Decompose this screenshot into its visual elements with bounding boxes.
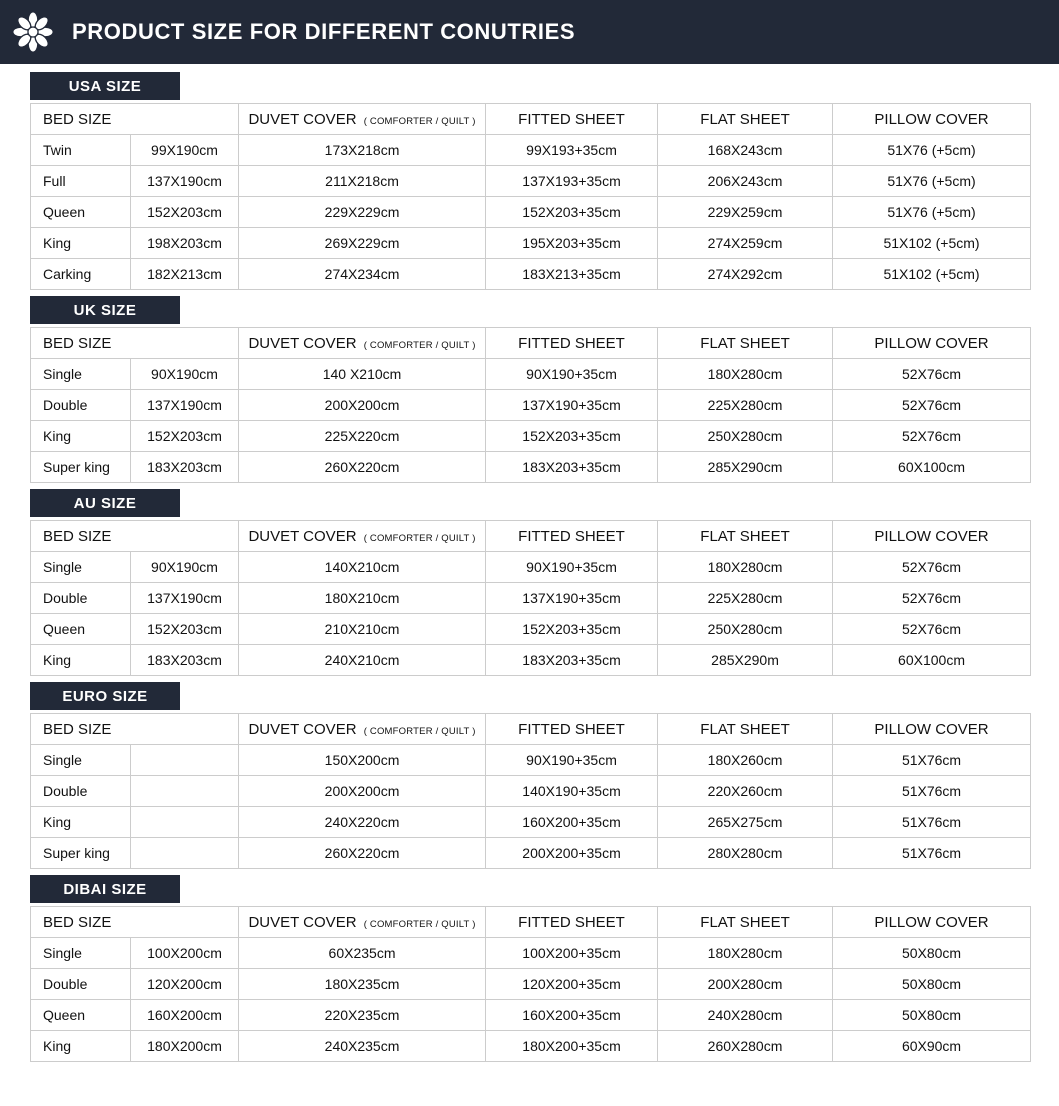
cell-flat-sheet: 180X280cm xyxy=(658,552,833,583)
col-header-bed-size: BED SIZE xyxy=(31,521,239,552)
cell-bed-dimension: 160X200cm xyxy=(131,1000,239,1031)
cell-flat-sheet: 274X292cm xyxy=(658,259,833,290)
cell-bed-name: Queen xyxy=(31,197,131,228)
cell-pillow-cover: 51X76 (+5cm) xyxy=(833,135,1031,166)
cell-bed-name: Twin xyxy=(31,135,131,166)
cell-bed-name: King xyxy=(31,807,131,838)
section-tab xyxy=(30,72,180,100)
table-row xyxy=(31,1031,1031,1062)
section-tab-label: USA SIZE xyxy=(68,77,142,95)
cell-duvet-cover: 225X220cm xyxy=(239,421,486,452)
cell-flat-sheet: 240X280cm xyxy=(658,1000,833,1031)
cell-pillow-cover: 50X80cm xyxy=(833,969,1031,1000)
table-row xyxy=(31,197,1031,228)
col-header-duvet-cover xyxy=(239,907,486,938)
section-tab xyxy=(30,296,180,324)
table-row xyxy=(31,776,1031,807)
cell-flat-sheet: 180X280cm xyxy=(658,359,833,390)
duvet-cover-note: ( COMFORTER / QUILT ) xyxy=(363,115,476,127)
duvet-cover-label: DUVET COVER xyxy=(248,913,361,931)
table-row xyxy=(31,166,1031,197)
cell-bed-dimension: 182X213cm xyxy=(131,259,239,290)
cell-bed-name: Carking xyxy=(31,259,131,290)
cell-bed-dimension: 137X190cm xyxy=(131,166,239,197)
cell-bed-dimension: 99X190cm xyxy=(131,135,239,166)
section-tab xyxy=(30,875,180,903)
flower-logo-icon xyxy=(10,9,56,55)
table-header-row xyxy=(31,714,1031,745)
cell-bed-name: Double xyxy=(31,583,131,614)
cell-bed-name: Queen xyxy=(31,614,131,645)
cell-bed-dimension: 100X200cm xyxy=(131,938,239,969)
cell-fitted-sheet: 200X200+35cm xyxy=(486,838,658,869)
table-row xyxy=(31,838,1031,869)
cell-fitted-sheet: 137X193+35cm xyxy=(486,166,658,197)
duvet-cover-note: ( COMFORTER / QUILT ) xyxy=(363,725,476,737)
cell-fitted-sheet: 100X200+35cm xyxy=(486,938,658,969)
cell-fitted-sheet: 195X203+35cm xyxy=(486,228,658,259)
cell-flat-sheet: 274X259cm xyxy=(658,228,833,259)
cell-bed-dimension: 90X190cm xyxy=(131,359,239,390)
cell-fitted-sheet: 120X200+35cm xyxy=(486,969,658,1000)
cell-bed-name: Single xyxy=(31,938,131,969)
col-header-flat-sheet: FLAT SHEET xyxy=(658,907,833,938)
col-header-bed-size: BED SIZE xyxy=(31,328,239,359)
table-row xyxy=(31,745,1031,776)
cell-pillow-cover: 51X102 (+5cm) xyxy=(833,259,1031,290)
col-header-pillow-cover: PILLOW COVER xyxy=(833,907,1031,938)
cell-flat-sheet: 200X280cm xyxy=(658,969,833,1000)
cell-flat-sheet: 250X280cm xyxy=(658,614,833,645)
table-row xyxy=(31,452,1031,483)
cell-bed-name: Queen xyxy=(31,1000,131,1031)
duvet-cover-label: DUVET COVER xyxy=(248,527,361,545)
cell-bed-name: Super king xyxy=(31,838,131,869)
section-tab-label: AU SIZE xyxy=(73,494,137,512)
cell-bed-dimension: 183X203cm xyxy=(131,452,239,483)
cell-duvet-cover: 150X200cm xyxy=(239,745,486,776)
cell-flat-sheet: 280X280cm xyxy=(658,838,833,869)
cell-duvet-cover: 260X220cm xyxy=(239,452,486,483)
cell-fitted-sheet: 137X190+35cm xyxy=(486,583,658,614)
page-title: PRODUCT SIZE FOR DIFFERENT CONUTRIES xyxy=(72,19,576,44)
duvet-cover-label: DUVET COVER xyxy=(248,110,361,128)
cell-bed-name: King xyxy=(31,645,131,676)
cell-bed-dimension: 90X190cm xyxy=(131,552,239,583)
size-table xyxy=(30,520,1031,676)
cell-pillow-cover: 60X90cm xyxy=(833,1031,1031,1062)
col-header-duvet-cover xyxy=(239,328,486,359)
cell-duvet-cover: 240X220cm xyxy=(239,807,486,838)
cell-bed-dimension: 137X190cm xyxy=(131,583,239,614)
col-header-flat-sheet: FLAT SHEET xyxy=(658,521,833,552)
table-body xyxy=(31,552,1031,676)
col-header-fitted-sheet: FITTED SHEET xyxy=(486,907,658,938)
table-body xyxy=(31,359,1031,483)
cell-flat-sheet: 260X280cm xyxy=(658,1031,833,1062)
cell-fitted-sheet: 152X203+35cm xyxy=(486,614,658,645)
cell-bed-dimension: 180X200cm xyxy=(131,1031,239,1062)
duvet-cover-note: ( COMFORTER / QUILT ) xyxy=(363,532,476,544)
table-header-row xyxy=(31,521,1031,552)
cell-flat-sheet: 265X275cm xyxy=(658,807,833,838)
cell-flat-sheet: 225X280cm xyxy=(658,390,833,421)
size-table xyxy=(30,327,1031,483)
size-table xyxy=(30,906,1031,1062)
cell-fitted-sheet: 152X203+35cm xyxy=(486,197,658,228)
cell-duvet-cover: 180X235cm xyxy=(239,969,486,1000)
section-tab xyxy=(30,682,180,710)
cell-pillow-cover: 52X76cm xyxy=(833,421,1031,452)
table-row xyxy=(31,807,1031,838)
cell-bed-dimension: 152X203cm xyxy=(131,197,239,228)
cell-flat-sheet: 206X243cm xyxy=(658,166,833,197)
col-header-pillow-cover: PILLOW COVER xyxy=(833,104,1031,135)
duvet-cover-label: DUVET COVER xyxy=(248,720,361,738)
table-row xyxy=(31,614,1031,645)
table-body xyxy=(31,938,1031,1062)
col-header-fitted-sheet: FITTED SHEET xyxy=(486,328,658,359)
cell-duvet-cover: 200X200cm xyxy=(239,776,486,807)
cell-duvet-cover: 229X229cm xyxy=(239,197,486,228)
cell-flat-sheet: 229X259cm xyxy=(658,197,833,228)
size-section xyxy=(30,72,1030,290)
table-header-row xyxy=(31,328,1031,359)
cell-duvet-cover: 220X235cm xyxy=(239,1000,486,1031)
cell-bed-dimension xyxy=(131,745,239,776)
col-header-fitted-sheet: FITTED SHEET xyxy=(486,714,658,745)
col-header-bed-size: BED SIZE xyxy=(31,104,239,135)
cell-duvet-cover: 260X220cm xyxy=(239,838,486,869)
cell-pillow-cover: 52X76cm xyxy=(833,359,1031,390)
duvet-cover-label: DUVET COVER xyxy=(248,334,361,352)
cell-duvet-cover: 140X210cm xyxy=(239,552,486,583)
cell-pillow-cover: 52X76cm xyxy=(833,390,1031,421)
size-section xyxy=(30,875,1030,1062)
cell-bed-dimension: 137X190cm xyxy=(131,390,239,421)
size-section xyxy=(30,489,1030,676)
cell-bed-name: Single xyxy=(31,552,131,583)
cell-pillow-cover: 50X80cm xyxy=(833,1000,1031,1031)
table-row xyxy=(31,359,1031,390)
cell-duvet-cover: 180X210cm xyxy=(239,583,486,614)
cell-fitted-sheet: 140X190+35cm xyxy=(486,776,658,807)
cell-fitted-sheet: 137X190+35cm xyxy=(486,390,658,421)
cell-flat-sheet: 220X260cm xyxy=(658,776,833,807)
table-header-row xyxy=(31,104,1031,135)
cell-fitted-sheet: 160X200+35cm xyxy=(486,807,658,838)
duvet-cover-note: ( COMFORTER / QUILT ) xyxy=(363,339,476,351)
cell-bed-dimension xyxy=(131,838,239,869)
cell-bed-name: King xyxy=(31,1031,131,1062)
cell-duvet-cover: 211X218cm xyxy=(239,166,486,197)
cell-pillow-cover: 60X100cm xyxy=(833,645,1031,676)
col-header-pillow-cover: PILLOW COVER xyxy=(833,714,1031,745)
section-tab-label: EURO SIZE xyxy=(62,687,148,705)
cell-bed-dimension: 198X203cm xyxy=(131,228,239,259)
cell-bed-name: Super king xyxy=(31,452,131,483)
size-section xyxy=(30,296,1030,483)
cell-pillow-cover: 52X76cm xyxy=(833,552,1031,583)
cell-fitted-sheet: 99X193+35cm xyxy=(486,135,658,166)
cell-fitted-sheet: 90X190+35cm xyxy=(486,359,658,390)
cell-duvet-cover: 210X210cm xyxy=(239,614,486,645)
table-row xyxy=(31,135,1031,166)
cell-bed-dimension xyxy=(131,776,239,807)
cell-bed-dimension: 152X203cm xyxy=(131,614,239,645)
size-tables xyxy=(0,64,1059,1084)
col-header-pillow-cover: PILLOW COVER xyxy=(833,521,1031,552)
cell-duvet-cover: 269X229cm xyxy=(239,228,486,259)
cell-duvet-cover: 240X235cm xyxy=(239,1031,486,1062)
cell-fitted-sheet: 90X190+35cm xyxy=(486,552,658,583)
table-row xyxy=(31,421,1031,452)
cell-bed-dimension: 183X203cm xyxy=(131,645,239,676)
size-table xyxy=(30,713,1031,869)
col-header-duvet-cover xyxy=(239,104,486,135)
cell-bed-name: Single xyxy=(31,745,131,776)
table-body xyxy=(31,135,1031,290)
table-row xyxy=(31,259,1031,290)
table-row xyxy=(31,1000,1031,1031)
cell-pillow-cover: 51X102 (+5cm) xyxy=(833,228,1031,259)
section-tab xyxy=(30,489,180,517)
section-tab-label: UK SIZE xyxy=(73,301,137,319)
cell-fitted-sheet: 90X190+35cm xyxy=(486,745,658,776)
col-header-bed-size: BED SIZE xyxy=(31,907,239,938)
cell-bed-name: Single xyxy=(31,359,131,390)
cell-fitted-sheet: 152X203+35cm xyxy=(486,421,658,452)
duvet-cover-note: ( COMFORTER / QUILT ) xyxy=(363,918,476,930)
table-row xyxy=(31,969,1031,1000)
table-row xyxy=(31,645,1031,676)
cell-flat-sheet: 168X243cm xyxy=(658,135,833,166)
table-body xyxy=(31,745,1031,869)
cell-flat-sheet: 180X260cm xyxy=(658,745,833,776)
cell-pillow-cover: 51X76cm xyxy=(833,838,1031,869)
table-row xyxy=(31,938,1031,969)
cell-duvet-cover: 274X234cm xyxy=(239,259,486,290)
table-row xyxy=(31,583,1031,614)
cell-duvet-cover: 173X218cm xyxy=(239,135,486,166)
cell-fitted-sheet: 183X213+35cm xyxy=(486,259,658,290)
cell-pillow-cover: 52X76cm xyxy=(833,583,1031,614)
section-tab-label: DIBAI SIZE xyxy=(63,880,147,898)
col-header-duvet-cover xyxy=(239,714,486,745)
table-header-row xyxy=(31,907,1031,938)
cell-bed-dimension: 120X200cm xyxy=(131,969,239,1000)
col-header-duvet-cover xyxy=(239,521,486,552)
cell-pillow-cover: 51X76 (+5cm) xyxy=(833,197,1031,228)
cell-pillow-cover: 51X76cm xyxy=(833,807,1031,838)
cell-bed-name: Double xyxy=(31,776,131,807)
size-section xyxy=(30,682,1030,869)
cell-pillow-cover: 60X100cm xyxy=(833,452,1031,483)
col-header-bed-size: BED SIZE xyxy=(31,714,239,745)
cell-duvet-cover: 60X235cm xyxy=(239,938,486,969)
cell-fitted-sheet: 183X203+35cm xyxy=(486,452,658,483)
col-header-pillow-cover: PILLOW COVER xyxy=(833,328,1031,359)
table-row xyxy=(31,390,1031,421)
table-row xyxy=(31,552,1031,583)
cell-bed-dimension xyxy=(131,807,239,838)
cell-flat-sheet: 225X280cm xyxy=(658,583,833,614)
cell-bed-name: Full xyxy=(31,166,131,197)
cell-pillow-cover: 50X80cm xyxy=(833,938,1031,969)
cell-bed-name: King xyxy=(31,228,131,259)
cell-bed-dimension: 152X203cm xyxy=(131,421,239,452)
cell-duvet-cover: 140 X210cm xyxy=(239,359,486,390)
cell-fitted-sheet: 160X200+35cm xyxy=(486,1000,658,1031)
cell-pillow-cover: 51X76cm xyxy=(833,776,1031,807)
cell-pillow-cover: 52X76cm xyxy=(833,614,1031,645)
cell-bed-name: King xyxy=(31,421,131,452)
cell-fitted-sheet: 180X200+35cm xyxy=(486,1031,658,1062)
cell-duvet-cover: 200X200cm xyxy=(239,390,486,421)
cell-bed-name: Double xyxy=(31,969,131,1000)
cell-duvet-cover: 240X210cm xyxy=(239,645,486,676)
title-bar xyxy=(0,0,1059,64)
cell-flat-sheet: 250X280cm xyxy=(658,421,833,452)
cell-flat-sheet: 180X280cm xyxy=(658,938,833,969)
size-table xyxy=(30,103,1031,290)
cell-flat-sheet: 285X290cm xyxy=(658,452,833,483)
col-header-fitted-sheet: FITTED SHEET xyxy=(486,104,658,135)
table-row xyxy=(31,228,1031,259)
cell-flat-sheet: 285X290m xyxy=(658,645,833,676)
cell-pillow-cover: 51X76cm xyxy=(833,745,1031,776)
cell-pillow-cover: 51X76 (+5cm) xyxy=(833,166,1031,197)
cell-bed-name: Double xyxy=(31,390,131,421)
col-header-fitted-sheet: FITTED SHEET xyxy=(486,521,658,552)
col-header-flat-sheet: FLAT SHEET xyxy=(658,104,833,135)
col-header-flat-sheet: FLAT SHEET xyxy=(658,714,833,745)
col-header-flat-sheet: FLAT SHEET xyxy=(658,328,833,359)
cell-fitted-sheet: 183X203+35cm xyxy=(486,645,658,676)
